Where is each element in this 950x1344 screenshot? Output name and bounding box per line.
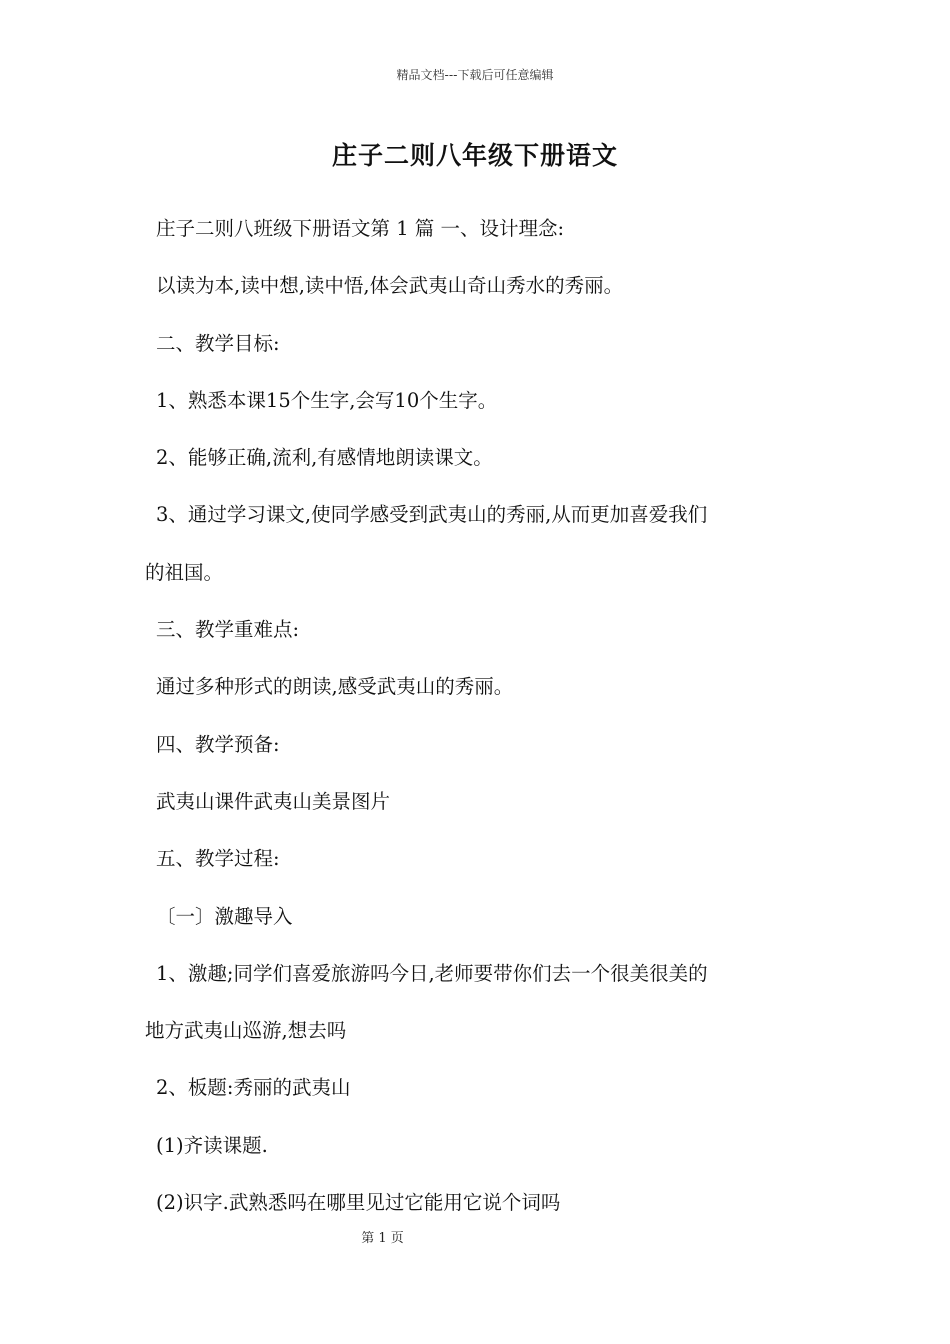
paragraph-line: 五、教学过程: [156, 847, 280, 871]
paragraph-line: 庄子二则八班级下册语文第 1 篇 一、设计理念: [156, 217, 565, 240]
page-footer: 第 1 页 [361, 1231, 404, 1246]
paragraph-line: 2、板题:秀丽的武夷山 [156, 1076, 351, 1100]
paragraph-line-continuation: 的祖国。 [145, 560, 224, 584]
paragraph-line: 1、激趣;同学们喜爱旅游吗今日,老师要带你们去一个很美很美的 [156, 961, 708, 985]
document-body [145, 200, 815, 1231]
paragraph-line: 三、教学重难点: [156, 618, 300, 642]
paragraph-line: 四、教学预备: [156, 732, 280, 756]
paragraph-line: 以读为本,读中想,读中悟,体会武夷山奇山秀水的秀丽。 [156, 274, 624, 298]
paragraph-line: (1)齐读课题. [156, 1133, 268, 1157]
paragraph-line: 1、熟悉本课15个生字,会写10个生字。 [156, 388, 498, 412]
paragraph-line: 3、通过学习课文,使同学感受到武夷山的秀丽,从而更加喜爱我们 [156, 503, 708, 527]
paragraph-line: (2)识字.武熟悉吗在哪里见过它能用它说个词吗 [156, 1191, 561, 1215]
paragraph-line: 2、能够正确,流利,有感情地朗读课文。 [156, 446, 493, 470]
paragraph-line-continuation: 地方武夷山巡游,想去吗 [145, 1019, 347, 1043]
paragraph-line: 二、教学目标: [156, 331, 280, 355]
paragraph-line: 武夷山课件武夷山美景图片 [156, 789, 391, 813]
document-title: 庄子二则八年级下册语文 [331, 141, 618, 170]
page-header: 精品文档---下载后可任意编辑 [396, 68, 554, 82]
paragraph-line: 〔一〕激趣导入 [156, 904, 293, 928]
paragraph-line: 通过多种形式的朗读,感受武夷山的秀丽。 [156, 675, 514, 699]
